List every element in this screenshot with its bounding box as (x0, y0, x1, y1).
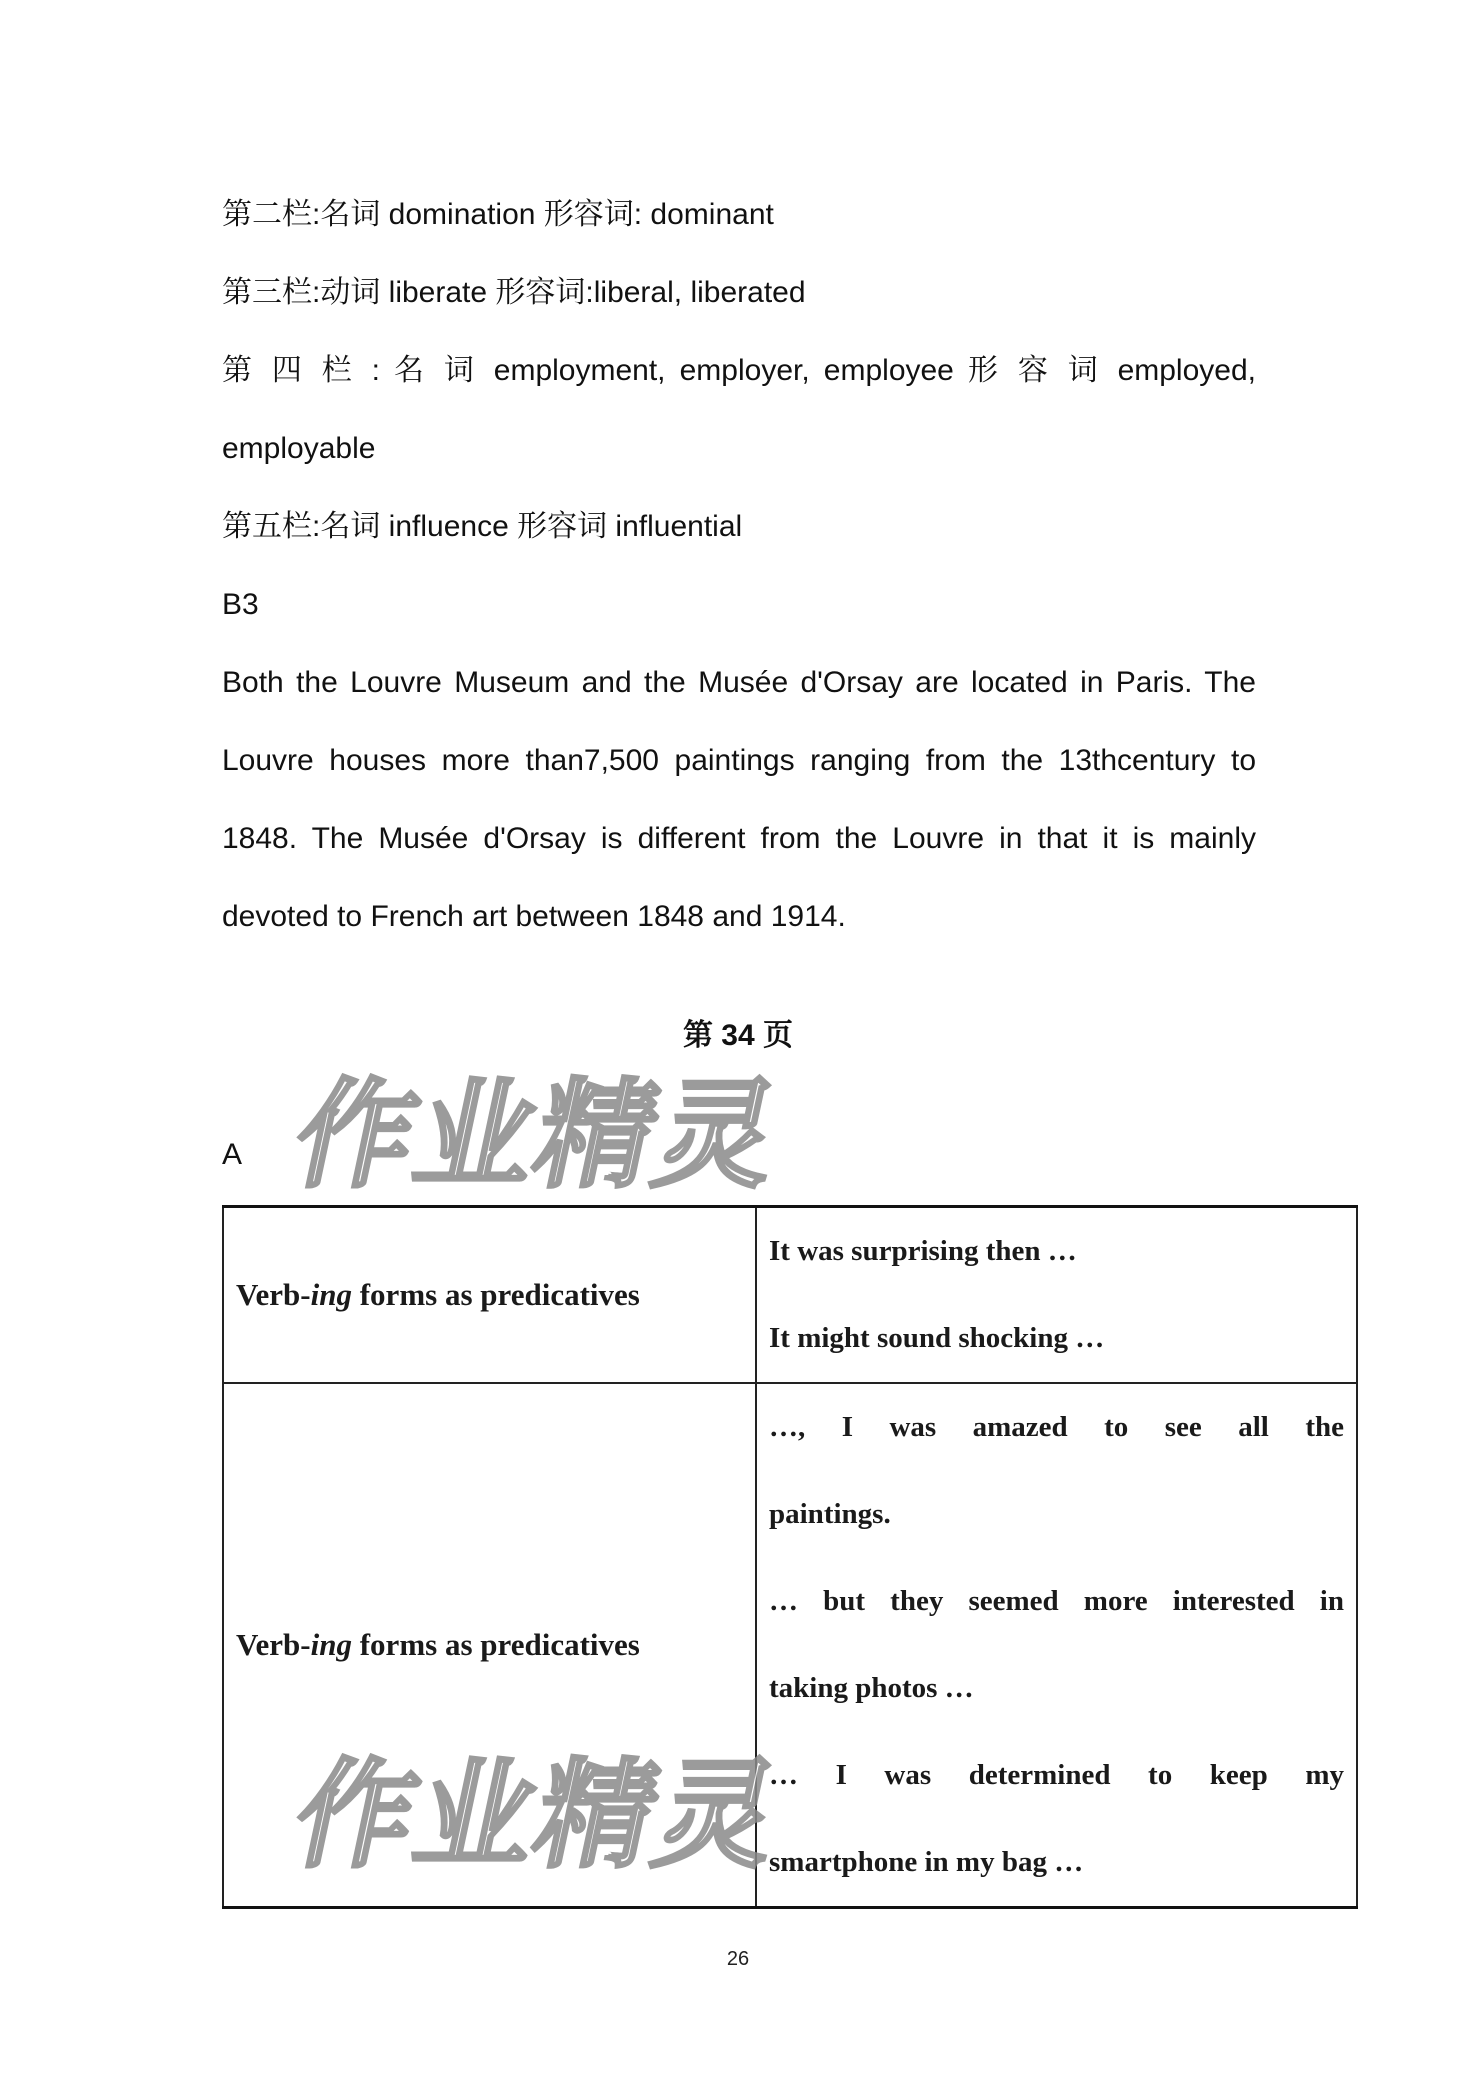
paragraph-line-4: devoted to French art between 1848 and 1914. (222, 900, 846, 933)
paragraph-line-1: Both the Louvre Museum and the Musée d'Orsay are located in Paris. The (222, 666, 1256, 699)
example-sentence: … but they seemed more interested in (769, 1585, 1344, 1617)
answer-column-5: 第五栏:名词 influence 形容词 influential (222, 510, 743, 543)
example-sentence: It might sound shocking … (769, 1322, 1105, 1354)
row-label (223, 1207, 756, 1384)
row-examples (756, 1383, 1357, 1908)
label-italic: ing (310, 1277, 352, 1312)
vocabulary-answers (222, 176, 1256, 956)
example-sentence: smartphone in my bag … (769, 1846, 1084, 1878)
answer-column-4: 第 四 栏 : 名 词 employment, employer, employee 形 容 词 employed, (222, 354, 1256, 387)
example-sentence: paintings. (769, 1498, 891, 1530)
paragraph-line-2: Louvre houses more than7,500 paintings ranging from the 13thcentury to (222, 744, 1256, 777)
row-label (223, 1383, 756, 1908)
answer-column-2: 第二栏:名词 domination 形容词: dominant (222, 198, 774, 231)
example-sentence: …, I was amazed to see all the (769, 1411, 1344, 1443)
example-sentence: … I was determined to keep my (769, 1759, 1344, 1791)
answer-column-4-continued: employable (222, 432, 376, 465)
watermark-top: 作业精灵 (283, 1066, 793, 1204)
section-a-label: A (222, 1138, 243, 1171)
paragraph-line-3: 1848. The Musée d'Orsay is different from the Louvre in that it is mainly (222, 822, 1256, 855)
label-suffix: forms as predicatives (351, 1277, 640, 1312)
row-examples (756, 1207, 1357, 1384)
label-suffix: forms as predicatives (351, 1627, 640, 1662)
table-row (223, 1383, 1357, 1908)
example-sentence: taking photos … (769, 1672, 974, 1704)
grammar-table (222, 1205, 1358, 1909)
section-b3-label: B3 (222, 588, 259, 621)
label-prefix: Verb- (236, 1627, 311, 1662)
example-sentence: It was surprising then … (769, 1235, 1077, 1267)
answer-column-3: 第三栏:动词 liberate 形容词:liberal, liberated (222, 276, 806, 309)
table-row (223, 1207, 1357, 1384)
label-italic: ing (310, 1627, 352, 1662)
watermark-bottom: 作业精灵 (283, 1746, 793, 1884)
label-prefix: Verb- (236, 1277, 311, 1312)
page-heading: 第 34 页 (682, 1019, 794, 1052)
page-number: 26 (726, 1948, 750, 1970)
